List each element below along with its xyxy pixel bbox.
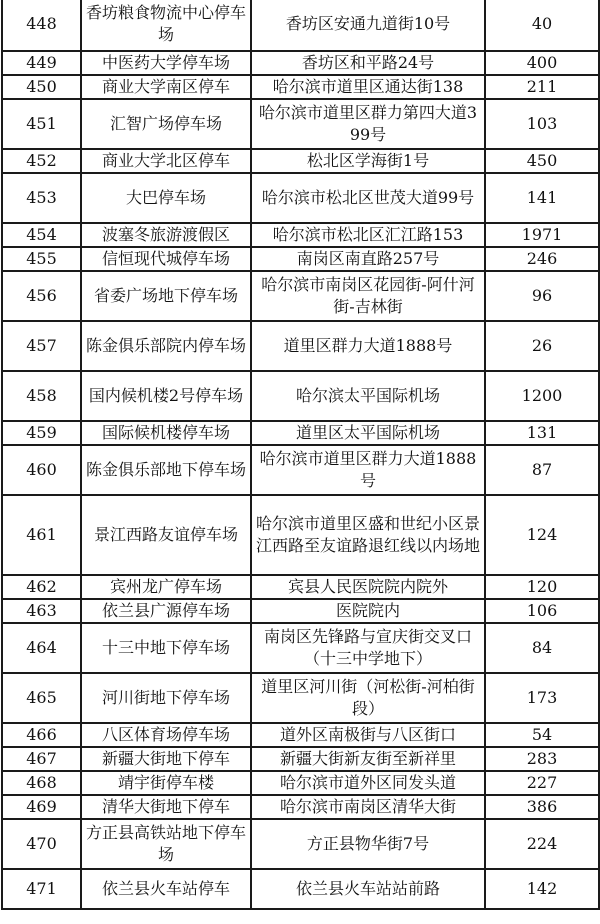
parking-lot-address: 南岗区南直路257号 <box>251 247 485 271</box>
row-number: 462 <box>2 575 81 599</box>
row-number: 450 <box>2 75 81 99</box>
parking-lot-name: 省委广场地下停车场 <box>81 271 251 321</box>
parking-lot-name: 国际候机楼停车场 <box>81 421 251 445</box>
parking-spaces-count: 227 <box>485 771 599 795</box>
parking-lot-name: 香坊粮食物流中心停车场 <box>81 0 251 51</box>
parking-lot-address: 哈尔滨市南岗区花园街-阿什河街-吉林街 <box>251 271 485 321</box>
parking-lot-name: 宾州龙广停车场 <box>81 575 251 599</box>
parking-spaces-count: 142 <box>485 869 599 909</box>
parking-spaces-count: 106 <box>485 599 599 623</box>
parking-spaces-count: 103 <box>485 99 599 149</box>
row-number: 464 <box>2 623 81 673</box>
table-row <box>2 173 599 223</box>
parking-spaces-count: 1200 <box>485 371 599 421</box>
table-row <box>2 371 599 421</box>
row-number: 453 <box>2 173 81 223</box>
parking-lot-name: 汇智广场停车场 <box>81 99 251 149</box>
parking-lot-address: 哈尔滨市道里区通达街138 <box>251 75 485 99</box>
parking-spaces-count: 96 <box>485 271 599 321</box>
parking-lot-address: 哈尔滨市道里区群力第四大道399号 <box>251 99 485 149</box>
parking-lot-address: 医院院内 <box>251 599 485 623</box>
row-number: 461 <box>2 495 81 575</box>
parking-spaces-count: 400 <box>485 51 599 75</box>
table-row <box>2 623 599 673</box>
parking-lot-name: 十三中地下停车场 <box>81 623 251 673</box>
table-row <box>2 495 599 575</box>
parking-lot-address: 宾县人民医院院内院外 <box>251 575 485 599</box>
table-row <box>2 771 599 795</box>
row-number: 465 <box>2 673 81 723</box>
table-row <box>2 0 599 51</box>
parking-lot-name: 八区体育场停车场 <box>81 723 251 747</box>
row-number: 468 <box>2 771 81 795</box>
parking-lot-address: 哈尔滨市道里区群力大道1888号 <box>251 445 485 495</box>
row-number: 456 <box>2 271 81 321</box>
parking-spaces-count: 1971 <box>485 223 599 247</box>
row-number: 471 <box>2 869 81 909</box>
row-number: 452 <box>2 149 81 173</box>
parking-spaces-count: 40 <box>485 0 599 51</box>
parking-spaces-count: 124 <box>485 495 599 575</box>
parking-spaces-count: 87 <box>485 445 599 495</box>
parking-lot-address: 哈尔滨太平国际机场 <box>251 371 485 421</box>
parking-lot-address: 香坊区安通九道街10号 <box>251 0 485 51</box>
parking-lot-address: 南岗区先锋路与宣庆街交叉口（十三中学地下） <box>251 623 485 673</box>
parking-lot-name: 新疆大街地下停车 <box>81 747 251 771</box>
table-row <box>2 51 599 75</box>
row-number: 458 <box>2 371 81 421</box>
parking-spaces-count: 131 <box>485 421 599 445</box>
table-row <box>2 673 599 723</box>
row-number: 469 <box>2 795 81 819</box>
parking-lot-name: 靖宇街停车楼 <box>81 771 251 795</box>
row-number: 455 <box>2 247 81 271</box>
table-row <box>2 869 599 909</box>
parking-spaces-count: 211 <box>485 75 599 99</box>
parking-lot-address: 方正县物华街7号 <box>251 819 485 869</box>
row-number: 467 <box>2 747 81 771</box>
parking-lot-address: 哈尔滨市南岗区清华大街 <box>251 795 485 819</box>
parking-lot-address: 依兰县火车站站前路 <box>251 869 485 909</box>
row-number: 451 <box>2 99 81 149</box>
parking-lot-address: 哈尔滨市松北区汇江路153 <box>251 223 485 247</box>
parking-lot-address: 哈尔滨市松北区世茂大道99号 <box>251 173 485 223</box>
parking-lot-name: 陈金俱乐部地下停车场 <box>81 445 251 495</box>
parking-spaces-count: 246 <box>485 247 599 271</box>
table-row <box>2 747 599 771</box>
parking-spaces-count: 386 <box>485 795 599 819</box>
table-row <box>2 445 599 495</box>
parking-lot-name: 清华大街地下停车 <box>81 795 251 819</box>
parking-lot-address: 道里区河川街（河松街-河柏街段） <box>251 673 485 723</box>
table-row <box>2 149 599 173</box>
parking-spaces-count: 54 <box>485 723 599 747</box>
table-row <box>2 247 599 271</box>
parking-spaces-count: 224 <box>485 819 599 869</box>
parking-spaces-count: 84 <box>485 623 599 673</box>
parking-lot-name: 陈金俱乐部院内停车场 <box>81 321 251 371</box>
parking-spaces-count: 141 <box>485 173 599 223</box>
table-row <box>2 795 599 819</box>
parking-lot-name: 河川街地下停车场 <box>81 673 251 723</box>
row-number: 470 <box>2 819 81 869</box>
parking-spaces-count: 173 <box>485 673 599 723</box>
parking-lot-name: 方正县高铁站地下停车场 <box>81 819 251 869</box>
row-number: 459 <box>2 421 81 445</box>
row-number: 448 <box>2 0 81 51</box>
parking-lot-name: 国内候机楼2号停车场 <box>81 371 251 421</box>
parking-lot-address: 哈尔滨市道里区盛和世纪小区景江西路至友谊路退红线以内场地 <box>251 495 485 575</box>
parking-lot-name: 依兰县广源停车场 <box>81 599 251 623</box>
table-row <box>2 223 599 247</box>
row-number: 454 <box>2 223 81 247</box>
parking-lot-address: 哈尔滨市道外区同发头道 <box>251 771 485 795</box>
parking-lot-address: 新疆大街新友街至新祥里 <box>251 747 485 771</box>
parking-lot-name: 信恒现代城停车场 <box>81 247 251 271</box>
table-row <box>2 75 599 99</box>
parking-lot-name: 大巴停车场 <box>81 173 251 223</box>
parking-spaces-count: 26 <box>485 321 599 371</box>
row-number: 466 <box>2 723 81 747</box>
row-number: 460 <box>2 445 81 495</box>
table-row <box>2 723 599 747</box>
parking-spaces-count: 283 <box>485 747 599 771</box>
parking-lot-name: 波塞冬旅游渡假区 <box>81 223 251 247</box>
row-number: 457 <box>2 321 81 371</box>
parking-lot-name: 中医药大学停车场 <box>81 51 251 75</box>
table-row <box>2 575 599 599</box>
parking-lot-name: 依兰县火车站停车 <box>81 869 251 909</box>
parking-spaces-count: 120 <box>485 575 599 599</box>
parking-spaces-count: 450 <box>485 149 599 173</box>
parking-lot-address: 道外区南极街与八区街口 <box>251 723 485 747</box>
table-body <box>2 0 599 909</box>
parking-lot-name: 景江西路友谊停车场 <box>81 495 251 575</box>
table-row <box>2 421 599 445</box>
table-row <box>2 99 599 149</box>
parking-lot-address: 道里区太平国际机场 <box>251 421 485 445</box>
row-number: 463 <box>2 599 81 623</box>
table-row <box>2 819 599 869</box>
parking-lot-address: 道里区群力大道1888号 <box>251 321 485 371</box>
row-number: 449 <box>2 51 81 75</box>
parking-lot-name: 商业大学南区停车 <box>81 75 251 99</box>
table-row <box>2 321 599 371</box>
parking-lot-table <box>1 0 600 910</box>
table-row <box>2 271 599 321</box>
parking-lot-name: 商业大学北区停车 <box>81 149 251 173</box>
parking-lot-address: 香坊区和平路24号 <box>251 51 485 75</box>
table-row <box>2 599 599 623</box>
parking-lot-address: 松北区学海街1号 <box>251 149 485 173</box>
